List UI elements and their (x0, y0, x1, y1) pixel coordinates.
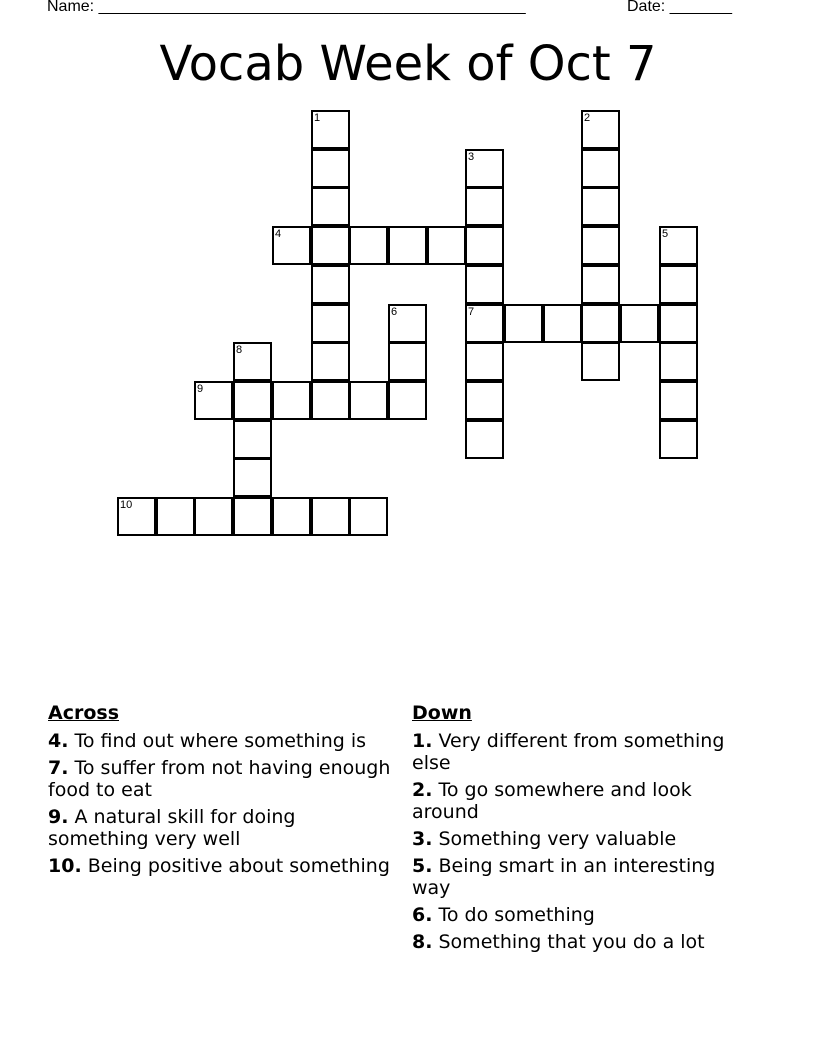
crossword-cell[interactable] (194, 381, 233, 420)
clue-number: 10. (48, 855, 82, 877)
clue-number-label: 7 (468, 306, 475, 318)
crossword-cell[interactable] (194, 497, 233, 536)
clue-number-label: 2 (584, 112, 591, 124)
crossword-cell[interactable] (311, 187, 350, 226)
crossword-cell[interactable] (311, 381, 350, 420)
crossword-cell[interactable] (659, 226, 698, 265)
crossword-cell[interactable] (504, 304, 543, 343)
crossword-cell[interactable] (311, 110, 350, 149)
down-clues (412, 702, 757, 958)
clue-text: To go somewhere and look around (412, 779, 692, 823)
crossword-cell[interactable] (233, 342, 272, 381)
crossword-cell[interactable] (311, 342, 350, 381)
crossword-cell[interactable] (272, 226, 311, 265)
across-clue (48, 855, 393, 877)
clue-number: 8. (412, 931, 433, 953)
crossword-cell[interactable] (465, 420, 504, 459)
clue-number-label: 8 (236, 344, 243, 356)
down-clue (412, 730, 757, 774)
clue-number-label: 3 (468, 151, 475, 163)
clue-number-label: 6 (391, 306, 398, 318)
crossword-cell[interactable] (311, 304, 350, 343)
across-clue (48, 757, 393, 801)
crossword-cell[interactable] (388, 304, 427, 343)
crossword-cell[interactable] (311, 497, 350, 536)
down-clue (412, 904, 757, 926)
clue-text: Being smart in an interesting way (412, 855, 716, 899)
crossword-cell[interactable] (581, 304, 620, 343)
crossword-cell[interactable] (117, 497, 156, 536)
crossword-cell[interactable] (349, 497, 388, 536)
crossword-cell[interactable] (272, 497, 311, 536)
crossword-cell[interactable] (311, 149, 350, 188)
down-clue (412, 779, 757, 823)
crossword-cell[interactable] (233, 458, 272, 497)
crossword-cell[interactable] (465, 187, 504, 226)
crossword-cell[interactable] (620, 304, 659, 343)
crossword-cell[interactable] (465, 149, 504, 188)
clue-number: 6. (412, 904, 433, 926)
crossword-cell[interactable] (659, 265, 698, 304)
clue-text: Very different from something else (412, 730, 725, 774)
clue-number: 9. (48, 806, 69, 828)
clue-number: 3. (412, 828, 433, 850)
crossword-cell[interactable] (388, 381, 427, 420)
clue-number: 7. (48, 757, 69, 779)
crossword-cell[interactable] (349, 226, 388, 265)
clue-text: A natural skill for doing something very well (48, 806, 296, 850)
crossword-cell[interactable] (233, 381, 272, 420)
crossword-cell[interactable] (581, 226, 620, 265)
crossword-cell[interactable] (233, 497, 272, 536)
down-clue (412, 931, 757, 953)
clue-text: Something very valuable (438, 828, 677, 850)
crossword-cell[interactable] (659, 420, 698, 459)
date-field[interactable]: Date: _______ (627, 0, 732, 15)
clue-text: To find out where something is (74, 730, 367, 752)
crossword-cell[interactable] (465, 304, 504, 343)
down-clue (412, 855, 757, 899)
clue-number-label: 9 (197, 383, 204, 395)
crossword-cell[interactable] (388, 226, 427, 265)
crossword-cell[interactable] (272, 381, 311, 420)
crossword-cell[interactable] (349, 381, 388, 420)
crossword-cell[interactable] (659, 342, 698, 381)
clue-text: Being positive about something (87, 855, 390, 877)
clue-number-label: 10 (120, 499, 133, 511)
crossword-cell[interactable] (465, 381, 504, 420)
crossword-cell[interactable] (659, 304, 698, 343)
crossword-cell[interactable] (465, 265, 504, 304)
crossword-cell[interactable] (581, 110, 620, 149)
clue-number-label: 4 (275, 228, 282, 240)
clue-number-label: 5 (662, 228, 669, 240)
down-clue (412, 828, 757, 850)
crossword-cell[interactable] (543, 304, 582, 343)
crossword-cell[interactable] (581, 149, 620, 188)
crossword-cell[interactable] (581, 342, 620, 381)
across-heading: Across (48, 702, 120, 724)
clue-text: To do something (438, 904, 595, 926)
crossword-cell[interactable] (311, 226, 350, 265)
crossword-cell[interactable] (465, 342, 504, 381)
crossword-cell[interactable] (427, 226, 466, 265)
crossword-cell[interactable] (659, 381, 698, 420)
page-title: Vocab Week of Oct 7 (159, 36, 657, 92)
crossword-cell[interactable] (388, 342, 427, 381)
crossword-cell[interactable] (581, 265, 620, 304)
crossword-cell[interactable] (581, 187, 620, 226)
clue-number: 4. (48, 730, 69, 752)
name-field[interactable]: Name: ________________________________________________ (47, 0, 526, 15)
across-clue (48, 730, 393, 752)
clue-number-label: 1 (314, 112, 321, 124)
crossword-cell[interactable] (465, 226, 504, 265)
clue-text: Something that you do a lot (438, 931, 705, 953)
across-clues (48, 702, 393, 882)
clue-number: 5. (412, 855, 433, 877)
clue-number: 1. (412, 730, 433, 752)
crossword-cell[interactable] (156, 497, 195, 536)
down-heading: Down (412, 702, 472, 724)
crossword-cell[interactable] (233, 420, 272, 459)
crossword-cell[interactable] (311, 265, 350, 304)
clue-text: To suffer from not having enough food to eat (48, 757, 391, 801)
across-clue (48, 806, 393, 850)
clue-number: 2. (412, 779, 433, 801)
